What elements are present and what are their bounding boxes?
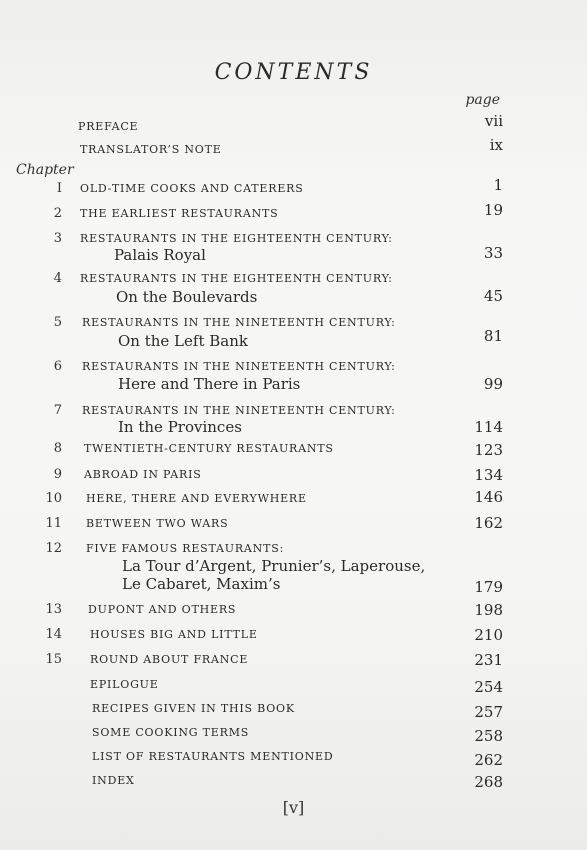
entry-page-number: vii	[484, 112, 503, 130]
entry-page-number: 19	[483, 201, 503, 219]
entry-title: SOME COOKING TERMS	[92, 726, 250, 739]
entry-title: RECIPES GIVEN IN THIS BOOK	[92, 702, 295, 715]
page-number-footer: [v]	[282, 798, 305, 817]
entry-title: FIVE FAMOUS RESTAURANTS:	[86, 542, 285, 555]
chapter-number: 11	[45, 516, 62, 531]
entry-page-number: 268	[474, 773, 503, 791]
chapter-number: 10	[45, 491, 62, 506]
entry-title: TWENTIETH-CENTURY RESTAURANTS	[84, 442, 334, 455]
entry-page-number: 123	[474, 441, 503, 459]
entry-title: OLD-TIME COOKS AND CATERERS	[80, 182, 304, 195]
entry-page-number: 146	[474, 488, 503, 506]
entry-title: BETWEEN TWO WARS	[86, 517, 229, 530]
entry-title: RESTAURANTS IN THE EIGHTEENTH CENTURY:	[80, 272, 393, 285]
entry-page-number: 258	[474, 727, 503, 745]
entry-subtitle: In the Provinces	[118, 418, 242, 436]
entry-page-number: 179	[474, 578, 503, 596]
entry-page-number: 134	[474, 466, 503, 484]
entry-subtitle: Here and There in Paris	[118, 375, 301, 393]
page-title: CONTENTS	[214, 60, 373, 85]
entry-subtitle-continued: Le Cabaret, Maxim’s	[122, 575, 281, 593]
entry-page-number: 231	[474, 651, 503, 669]
entry-title: RESTAURANTS IN THE NINETEENTH CENTURY:	[82, 360, 396, 373]
page-column-label: page	[465, 92, 500, 108]
entry-title: RESTAURANTS IN THE NINETEENTH CENTURY:	[82, 316, 396, 329]
entry-page-number: 254	[474, 678, 503, 696]
entry-title: ROUND ABOUT FRANCE	[90, 653, 249, 666]
chapter-number: 15	[45, 652, 62, 667]
entry-title: THE EARLIEST RESTAURANTS	[80, 207, 279, 220]
entry-title: HOUSES BIG AND LITTLE	[90, 628, 258, 641]
entry-title: RESTAURANTS IN THE NINETEENTH CENTURY:	[82, 404, 396, 417]
chapter-number: 3	[53, 231, 62, 246]
entry-page-number: 198	[474, 601, 503, 619]
entry-title: TRANSLATOR’S NOTE	[80, 143, 222, 156]
entry-page-number: 33	[483, 244, 503, 262]
entry-page-number: 162	[474, 514, 503, 532]
entry-title: PREFACE	[78, 120, 139, 133]
entry-page-number: 81	[483, 327, 503, 345]
entry-page-number: 45	[483, 287, 503, 305]
entry-title: LIST OF RESTAURANTS MENTIONED	[92, 750, 334, 763]
entry-page-number: 210	[474, 626, 503, 644]
entry-subtitle: On the Left Bank	[118, 332, 248, 350]
entry-subtitle: Palais Royal	[114, 246, 206, 264]
chapter-number: I	[56, 181, 62, 196]
entry-page-number: 99	[483, 375, 503, 393]
chapter-number: 12	[45, 541, 62, 556]
chapter-number: 9	[53, 467, 62, 482]
entry-title: HERE, THERE AND EVERYWHERE	[86, 492, 307, 505]
entry-title: INDEX	[92, 774, 135, 787]
chapter-number: 6	[53, 359, 62, 374]
entry-subtitle: La Tour d’Argent, Prunier’s, Laperouse,	[122, 557, 426, 575]
entry-page-number: 262	[474, 751, 503, 769]
entry-title: EPILOGUE	[90, 678, 159, 691]
entry-page-number: 1	[493, 176, 503, 194]
chapter-number: 4	[53, 271, 62, 286]
chapter-number: 14	[45, 627, 62, 642]
chapter-number: 13	[45, 602, 62, 617]
entry-page-number: 257	[474, 703, 503, 721]
chapter-number: 7	[53, 403, 62, 418]
entry-page-number: ix	[489, 136, 503, 154]
entry-title: ABROAD IN PARIS	[84, 468, 202, 481]
entry-title: RESTAURANTS IN THE EIGHTEENTH CENTURY:	[80, 232, 393, 245]
entry-title: DUPONT AND OTHERS	[88, 603, 237, 616]
entry-subtitle: On the Boulevards	[116, 288, 258, 306]
chapter-number: 5	[53, 315, 62, 330]
entry-page-number: 114	[474, 418, 503, 436]
chapter-column-label: Chapter	[16, 162, 74, 178]
chapter-number: 2	[53, 206, 62, 221]
chapter-number: 8	[53, 441, 62, 456]
